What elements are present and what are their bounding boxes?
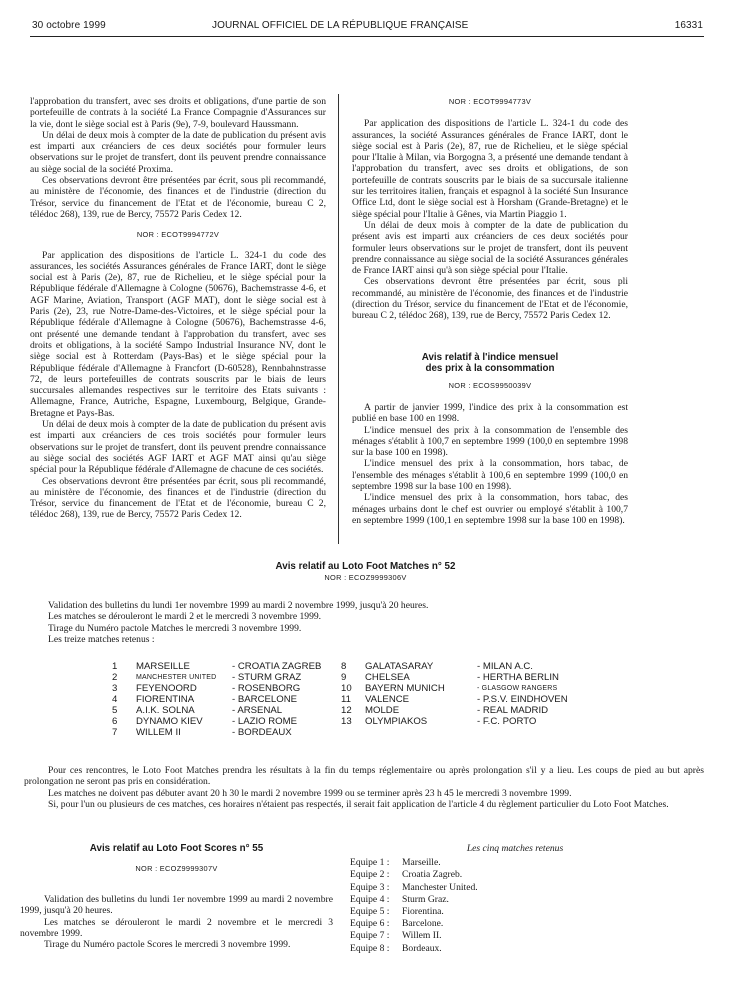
match-row	[112, 683, 340, 694]
match-row	[112, 716, 340, 727]
list-title: Les cinq matches retenus	[466, 843, 564, 854]
match-number: 8	[341, 661, 347, 672]
paragraph: L'indice mensuel des prix à la consommation, hors tabac, des ménages urbains dont le chef est ouvrier ou employé s'établit à 100,7 en septembre 1999 (100,1 en septembre 1998 sur la base 100 en 1998).	[352, 492, 628, 526]
home-team: OLYMPIAKOS	[365, 716, 428, 727]
column-divider	[338, 94, 339, 544]
match-number: 7	[112, 727, 118, 738]
section-title: Avis relatif au Loto Foot Scores n° 55	[89, 843, 264, 854]
paragraph: Les matches se dérouleront le mardi 2 novembre et le mercredi 3 novembre 1999.	[20, 916, 333, 939]
match-row	[341, 716, 597, 727]
home-team: GALATASARAY	[365, 661, 434, 672]
cinq-matches-list	[350, 843, 680, 955]
nor-reference: NOR : ECOZ9999306V	[324, 573, 407, 582]
text-line: Validation des bulletins du lundi 1er novembre 1999 au mardi 2 novembre 1999, jusqu'à 20 heures.	[48, 600, 429, 611]
team-slot: Equipe 4 :	[350, 893, 390, 905]
paragraph: Ces observations devront être présentées par écrit, sous pli recommandé, au ministère de l'économie, des finances et de l'industrie (direction du Trésor, service du financement de l'Etat et de l'économie, bureau C 2, télédoc 268), 139, rue de Bercy, 75572 Paris Cedex 12.	[30, 175, 326, 220]
match-row	[112, 705, 340, 716]
section-title: des prix à la consommation	[425, 362, 555, 374]
team-row	[350, 894, 680, 906]
team-slot: Equipe 3 :	[350, 881, 390, 893]
team-row	[350, 869, 680, 881]
match-number: 3	[112, 683, 118, 694]
home-team: VALENCE	[365, 694, 410, 705]
away-team: - REAL MADRID	[477, 705, 549, 716]
away-team: - HERTHA BERLIN	[477, 672, 559, 683]
paragraph: L'indice mensuel des prix à la consommation, hors tabac, de l'ensemble des ménages s'établit à 100,6 en septembre 1999 (100,0 en septembre 1998 sur la base 100 en 1998).	[352, 458, 628, 493]
paragraph: Par application des dispositions de l'article L. 324-1 du code des assurances, la société Assurances générales de France IART, dont le siège social est à Paris (2e), 87, rue de Richelieu, et le siège spécial pour l'Italie à Milan, via Borgogna 3, a présenté une demande tendant à l'approbation du transfert, avec ses droits et obligations, de son portefeuille de contrats souscrits par le biais de sa succursale italienne sur les territoires italien, français et espagnol à la société Sun Insurance Office Ltd, dont le siège social est à Horsham (Grande-Bretagne) et le siège spécial pour l'Italie à Gênes, via Martin Piaggio 1.	[352, 118, 628, 220]
team-row	[350, 943, 680, 955]
paragraph: Pour ces rencontres, le Loto Foot Matches prendra les résultats à la fin du temps réglementaire ou après prolongation s'il y a lieu. Les coups de pied au but après prolongation ne seront pas pris en considération.	[24, 765, 704, 788]
section-title: Avis relatif à l'indice mensuel	[421, 351, 559, 363]
away-team: - LAZIO ROME	[232, 716, 298, 727]
team-name: Manchester United.	[402, 881, 478, 893]
match-row	[341, 683, 597, 694]
page-date: 30 octobre 1999	[32, 20, 106, 31]
page-number: 16331	[674, 20, 703, 31]
away-team: - ROSENBORG	[232, 683, 301, 694]
team-slot: Equipe 5 :	[350, 906, 390, 918]
paragraph: Les matches ne doivent pas débuter avant 20 h 30 le mardi 2 novembre 1999 ou se terminer après 23 h 45 le mercredi 3 novembre 1999.	[48, 787, 572, 799]
team-row	[350, 857, 680, 869]
team-slot: Equipe 8 :	[350, 942, 390, 954]
team-name: Barcelone.	[402, 918, 444, 930]
team-slot: Equipe 7 :	[350, 930, 390, 942]
match-number: 6	[112, 716, 118, 727]
paragraph: L'indice mensuel des prix à la consommation de l'ensemble des ménages s'établit à 100,7 en septembre 1999 (100,0 en septembre 1998 sur la base 100 en 1998).	[352, 424, 628, 459]
paragraph: l'approbation du transfert, avec ses droits et obligations, d'une partie de son portefeuille de contrats à la société La France Compagnie d'Assurances sur la vie, dont le siège social est à Paris (9e), 7-9, boulevard Haussmann.	[30, 96, 326, 130]
nor-reference: NOR : ECOS9950039V	[448, 380, 532, 390]
away-team: - P.S.V. EINDHOVEN	[477, 694, 568, 705]
loto-matches-rules	[24, 765, 704, 810]
team-row	[350, 882, 680, 894]
match-number: 13	[341, 716, 352, 727]
loto-matches-intro	[24, 600, 704, 645]
home-team: CHELSEA	[365, 672, 410, 683]
home-team: FEYENOORD	[136, 683, 197, 694]
paragraph: Par application des dispositions de l'article L. 324-1 du code des assurances, les sociétés Assurances générales de France IART, dont le siège social est à Paris (2e), 87, rue de Richelieu, et le siège spécial pour la République fédérale d'Allemagne à Cologne (50676), Bachemstrasse 4-6, et AGF Marine, Aviation, Transport (AGF MAT), dont le siège social est à Paris (2e), 23, rue Notre-Dame-des-Victoires, et le siège spécial pour la République fédérale d'Allemagne à Cologne (50676), Bachemstrasse 4-6, ont présenté une demande tendant à l'approbation du transfert, avec ses droits et obligations, à la société Sampo Industrial Insurance NV, dont le siège social est à Rotterdam (Pays-Bas) et le siège spécial pour la République fédérale d'Allemagne à Francfort (D-60528), Rennbahnstrasse 72, de leurs portefeuilles de contrats souscrits par le biais de leurs succursales allemandes respectives sur le territoire des Etats suivants : Allemagne, France, Autriche, Espagne, Luxembourg, Belgique, Grande-Bretagne et Pays-Bas.	[30, 249, 326, 419]
match-row	[112, 694, 340, 705]
home-team: A.I.K. SOLNA	[136, 705, 195, 716]
home-team: MOLDE	[365, 705, 400, 716]
team-slot: Equipe 2 :	[350, 869, 390, 881]
home-team: MANCHESTER UNITED	[136, 674, 217, 681]
match-number: 9	[341, 672, 347, 683]
section-title: Avis relatif au Loto Foot Matches n° 52	[275, 561, 456, 572]
away-team: - F.C. PORTO	[477, 716, 537, 727]
header-rule	[30, 36, 704, 37]
team-slot: Equipe 6 :	[350, 918, 390, 930]
loto-scores-text	[20, 894, 333, 950]
match-number: 12	[341, 705, 352, 716]
away-team: - ARSENAL	[232, 705, 283, 716]
matches-table-left	[112, 661, 340, 738]
match-row	[112, 727, 340, 738]
match-number: 4	[112, 694, 118, 705]
away-team: - GLASGOW RANGERS	[477, 685, 558, 692]
home-team: WILLEM II	[136, 727, 181, 738]
paragraph: Tirage du Numéro pactole Scores le mercredi 3 novembre 1999.	[44, 939, 291, 951]
match-row	[341, 705, 597, 716]
match-row	[112, 661, 340, 672]
team-name: Bordeaux.	[402, 942, 442, 954]
away-team: - BORDEAUX	[232, 727, 292, 738]
nor-reference: NOR : ECOZ9999307V	[135, 864, 218, 873]
left-column	[30, 96, 326, 521]
right-column	[352, 96, 628, 526]
away-team: - BARCELONE	[232, 694, 298, 705]
team-name: Willem II.	[402, 930, 442, 942]
home-team: BAYERN MUNICH	[365, 683, 445, 694]
paragraph: Ces observations devront être présentées par écrit, sous pli recommandé, au ministère de l'économie, des finances et de l'industrie (direction du Trésor, service du financement de l'Etat et de l'économie, bureau C 2, télédoc 268), 139, rue de Bercy, 75572 Paris Cedex 12.	[30, 475, 326, 521]
match-row	[341, 694, 597, 705]
text-line: Tirage du Numéro pactole Matches le mercredi 3 novembre 1999.	[48, 622, 302, 634]
match-row	[112, 672, 340, 683]
team-name: Marseille.	[402, 857, 441, 869]
match-number: 10	[341, 683, 352, 694]
text-line: Les matches se dérouleront le mardi 2 et le mercredi 3 novembre 1999.	[48, 611, 322, 623]
team-row	[350, 930, 680, 942]
paragraph: Un délai de deux mois à compter de la date de publication du présent avis est imparti aux créanciers de ces trois sociétés pour formuler leurs observations sur le projet de transfert, dont ils peuvent prendre connaissance au siège social des sociétés AGF IART et AGF MAT ainsi qu'au siège spécial pour la République fédérale d'Allemagne de chacune de ces sociétés.	[30, 419, 326, 476]
team-slot: Equipe 1 :	[350, 857, 390, 869]
paragraph: Un délai de deux mois à compter de la date de publication du présent avis est imparti aux créanciers de ces deux sociétés pour formuler leurs observations sur le projet de transfert, dont ils peuvent prendre connaissance au siège social de la société Proxima.	[30, 129, 326, 175]
paragraph: A partir de janvier 1999, l'indice des prix à la consommation est publié en base 100 en 1998.	[352, 401, 628, 425]
match-row	[341, 661, 597, 672]
home-team: MARSEILLE	[136, 661, 190, 672]
text-line: Les treize matches retenus :	[48, 633, 155, 645]
paragraph: Validation des bulletins du lundi 1er novembre 1999 au mardi 2 novembre 1999, jusqu'à 20 heures.	[20, 894, 333, 917]
nor-reference: NOR : ECOT9994773V	[448, 97, 532, 106]
team-name: Sturm Graz.	[402, 893, 449, 905]
team-row	[350, 918, 680, 930]
home-team: DYNAMO KIEV	[136, 716, 203, 727]
away-team: - CROATIA ZAGREB	[232, 661, 322, 672]
journal-title: JOURNAL OFFICIEL DE LA RÉPUBLIQUE FRANÇAISE	[212, 20, 469, 31]
match-number: 1	[112, 661, 118, 672]
match-row	[341, 672, 597, 683]
paragraph: Un délai de deux mois à compter de la date de publication du présent avis est imparti aux créanciers de ces deux sociétés pour formuler leurs observations sur le projet de transfert, dont ils peuvent prendre connaissance au siège social de la société Assurances générales de France IART ainsi qu'à son siège spécial pour l'Italie.	[352, 219, 628, 277]
nor-reference: NOR : ECOT9994772V	[136, 230, 220, 240]
team-row	[350, 906, 680, 918]
match-number: 2	[112, 672, 118, 683]
team-name: Fiorentina.	[402, 906, 444, 918]
team-name: Croatia Zagreb.	[402, 869, 463, 881]
paragraph: Si, pour l'un ou plusieurs de ces matches, ces horaires n'étaient pas respectés, il serait fait application de l'article 4 du règlement particulier du Loto Foot Matches.	[48, 798, 669, 810]
home-team: FIORENTINA	[136, 694, 195, 705]
matches-table-right	[341, 661, 597, 727]
match-number: 11	[341, 694, 351, 705]
away-team: - STURM GRAZ	[232, 672, 302, 683]
paragraph: Ces observations devront être présentées par écrit, sous pli recommandé, au ministère de l'économie, des finances et de l'industrie (direction du Trésor, service du financement de l'Etat et de l'économie, bureau C 2, télédoc 268), 139, rue de Bercy, 75572 Paris Cedex 12.	[352, 276, 628, 322]
away-team: - MILAN A.C.	[477, 661, 533, 672]
match-number: 5	[112, 705, 118, 716]
